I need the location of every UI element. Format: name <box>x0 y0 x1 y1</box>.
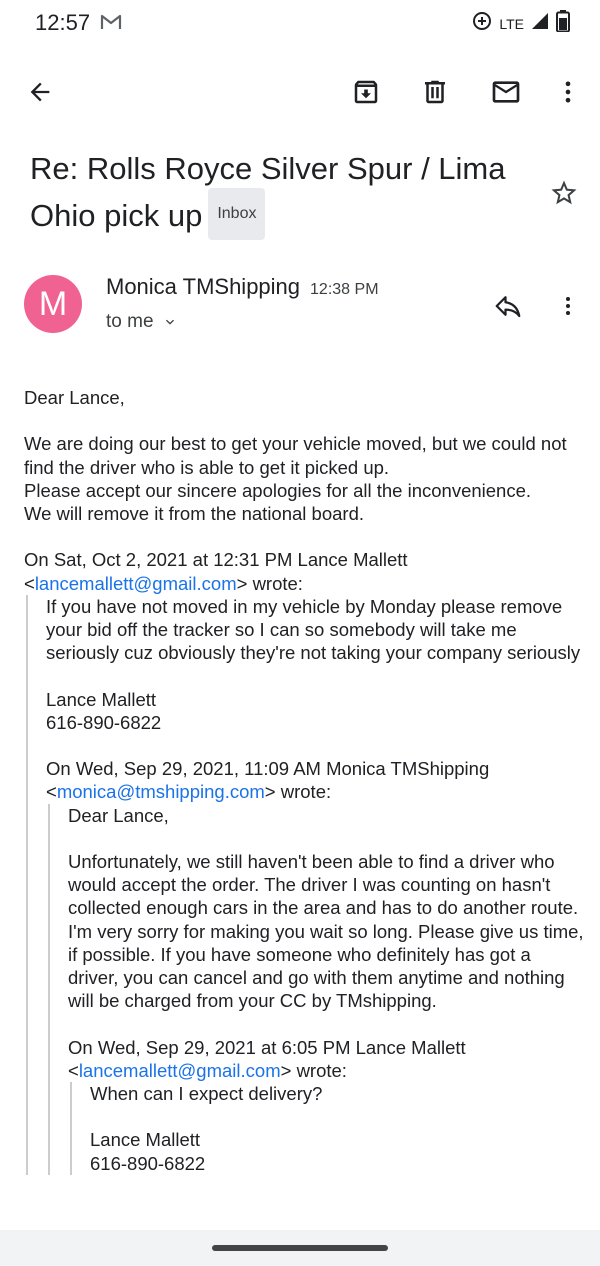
email-link[interactable]: lancemallett@gmail.com <box>34 572 237 594</box>
gmail-notification-icon <box>100 13 122 36</box>
home-gesture-handle[interactable] <box>212 1245 388 1251</box>
quoted-text: When can I expect delivery? <box>90 1083 323 1104</box>
wrote-text: wrote: <box>252 572 303 594</box>
email-body <box>24 386 584 1198</box>
body-text-3: We will remove it from the national board. <box>24 503 365 524</box>
quote-header-3: On Wed, Sep 29, 2021 at 6:05 PM Lance Mallett <lancemallett@gmail.com> wrote: <box>68 1036 466 1081</box>
more-vert-icon <box>554 78 582 106</box>
star-button[interactable] <box>549 178 579 213</box>
signature <box>90 1128 584 1174</box>
delete-button[interactable] <box>415 72 455 112</box>
more-options-button[interactable] <box>548 72 588 112</box>
signature-phone: 616-890-6822 <box>90 1152 206 1174</box>
subject-area <box>30 146 540 244</box>
quote-header-1: On Sat, Oct 2, 2021 at 12:31 PM Lance Mallett <lancemallett@gmail.com> wrote: <box>24 549 408 594</box>
quoted-message-2 <box>48 804 584 1175</box>
signal-icon <box>530 11 550 36</box>
sent-time: 12:38 PM <box>310 281 379 298</box>
quoted-text: If you have not moved in my vehicle by Monday please remove your bid off the tracker so I can so somebody will take me seriously cuz obviously they're not taking your company seriously <box>46 595 581 664</box>
trash-icon <box>420 77 450 107</box>
quoted-message-1 <box>26 595 584 1175</box>
more-vert-icon <box>556 293 580 319</box>
email-link[interactable]: monica@tmshipping.com <box>56 781 265 803</box>
status-time: 12:57 <box>35 10 91 35</box>
signature-name: Lance Mallett <box>90 1129 201 1151</box>
signature <box>46 688 584 734</box>
reply-icon <box>493 291 523 321</box>
quote-header-text: On Wed, Sep 29, 2021, 11:09 AM Monica TMShipping <box>46 758 490 780</box>
mark-unread-button[interactable] <box>486 72 526 112</box>
inbox-label[interactable]: Inbox <box>208 188 265 240</box>
chevron-down-icon <box>162 314 178 330</box>
mail-icon <box>490 76 522 108</box>
recipient-details-toggle[interactable] <box>106 311 178 333</box>
body-text-2: Please accept our sincere apologies for all the inconvenience. <box>24 479 532 501</box>
signature-phone: 616-890-6822 <box>46 711 162 733</box>
email-subject <box>30 146 540 244</box>
data-saver-icon <box>471 10 493 37</box>
subject-text: Re: Rolls Royce Silver Spur / Lima Ohio pick up <box>30 151 506 234</box>
back-arrow-icon <box>26 78 54 106</box>
quote-header-2: On Wed, Sep 29, 2021, 11:09 AM Monica TMShipping <monica@tmshipping.com> wrote: <box>46 758 490 803</box>
body-paragraph <box>24 432 584 525</box>
email-toolbar <box>0 64 600 120</box>
recipient-text: to me <box>106 311 154 332</box>
sender-line <box>106 274 379 300</box>
status-bar <box>0 0 600 48</box>
network-type: LTE <box>499 15 524 32</box>
quoted-message-3 <box>70 1082 584 1175</box>
quoted-greeting: Dear Lance, <box>68 804 169 826</box>
body-greeting: Dear Lance, <box>24 387 125 408</box>
quote-header-text: On Wed, Sep 29, 2021 at 6:05 PM Lance Mallett <box>68 1036 466 1058</box>
status-icons <box>471 10 570 37</box>
star-icon <box>549 178 579 208</box>
message-more-button[interactable] <box>556 288 580 324</box>
body-text-1: We are doing our best to get your vehicle moved, but we could not find the driver who is able to get it picked up. <box>24 433 567 478</box>
wrote-text: wrote: <box>296 1059 347 1081</box>
email-link[interactable]: lancemallett@gmail.com <box>78 1059 281 1081</box>
wrote-text: wrote: <box>280 781 332 803</box>
sender-avatar[interactable]: M <box>24 275 82 333</box>
battery-icon <box>556 10 570 37</box>
reply-button[interactable] <box>488 288 528 324</box>
gesture-nav-bar <box>0 1230 600 1266</box>
signature-name: Lance Mallett <box>46 688 157 710</box>
quoted-text: Unfortunately, we still haven't been able to find a driver who would accept the order. The driver I was counting on hasn't collected enough cars in the area and has to do another route. I'm very sorry for making you wait so long. Please give us time, if possible. If you have someone who definitely has got a driver, you can cancel and go with them anytime and nothing will be charged from your CC by TMshipping. <box>68 850 584 1012</box>
archive-button[interactable] <box>346 72 386 112</box>
back-button[interactable] <box>20 72 60 112</box>
archive-icon <box>351 77 381 107</box>
sender-name: Monica TMShipping <box>106 274 301 299</box>
quote-header-text: On Sat, Oct 2, 2021 at 12:31 PM Lance Mallett <box>24 549 408 571</box>
